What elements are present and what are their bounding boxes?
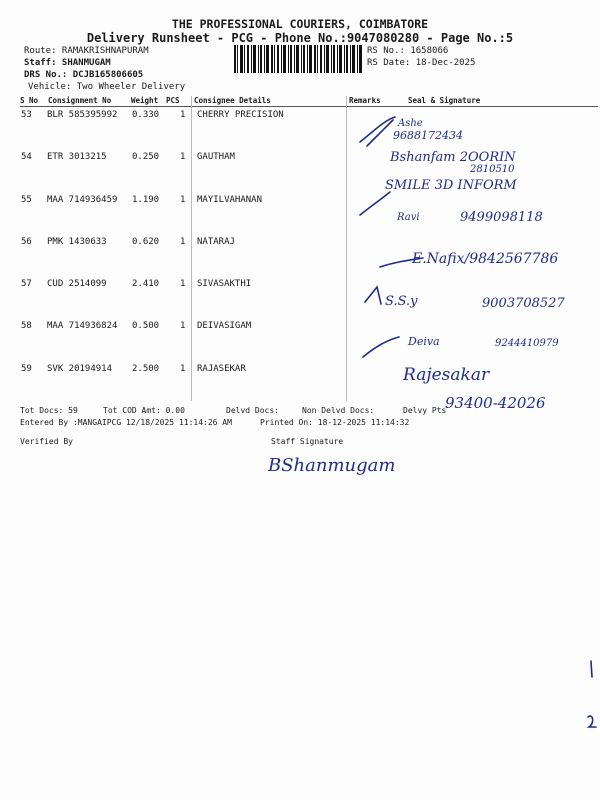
header-divider — [20, 106, 598, 107]
col-pcs-header: PCS — [166, 96, 180, 105]
delivery-points: Delvy Pts — [403, 406, 447, 415]
handwritten-phone: 9499098118 — [460, 210, 543, 225]
row-pcs: 1 — [180, 321, 186, 331]
handwritten-phone: 9688172434 — [393, 129, 463, 142]
row-weight: 0.330 — [132, 110, 160, 120]
company-title: THE PROFESSIONAL COURIERS, COIMBATORE — [171, 17, 429, 31]
handwritten-name: Rajesakar — [403, 365, 490, 385]
handwritten-note: Ravi — [397, 212, 420, 223]
handwritten-phone: E.Nafix/9842567786 — [412, 251, 559, 267]
col-weight-header: Weight — [131, 96, 159, 105]
row-sno: 57 — [21, 279, 32, 289]
handwritten-note: Ashe — [398, 118, 423, 129]
handwritten-note: S.S.y — [385, 294, 418, 309]
row-sno: 58 — [21, 321, 32, 331]
row-sno: 59 — [21, 364, 32, 374]
rs-date-label: RS Date: 18-Dec-2025 — [367, 58, 476, 68]
staff-label: Staff: SHANMUGAM — [24, 58, 111, 68]
signature-stroke-55 — [360, 192, 390, 215]
entered-by: Entered By :MANGAIPCG 12/18/2025 11:14:26 AM — [20, 418, 232, 427]
row-pcs: 1 — [180, 152, 186, 162]
col-sno-header: S No — [20, 96, 39, 105]
row-consignment: PMK 1430633 — [47, 237, 107, 247]
vehicle-label: Vehicle: Two Wheeler Delivery — [28, 82, 186, 92]
signature-stroke-53 — [360, 117, 395, 146]
row-consignee: SIVASAKTHI — [197, 279, 252, 289]
row-sno: 56 — [21, 237, 32, 247]
runsheet-subtitle: Delivery Runsheet - PCG - Phone No.:9047080280 - Page No.:5 — [86, 31, 514, 45]
row-pcs: 1 — [180, 195, 186, 205]
handwritten-note: Bshanfam 2OORIN — [390, 150, 516, 165]
handwritten-note: 2810510 — [470, 164, 515, 175]
handwritten-phone: 93400-42026 — [445, 394, 546, 412]
staff-signature-label: Staff Signature — [271, 437, 344, 446]
row-consignment: SVK 20194914 — [47, 364, 113, 374]
row-weight: 1.190 — [132, 195, 160, 205]
drs-no-label: DRS No.: DCJB165806605 — [24, 70, 144, 80]
route-label: Route: RAMAKRISHNAPURAM — [24, 46, 149, 56]
row-consignee: RAJASEKAR — [197, 364, 246, 374]
total-docs: Tot Docs: 59 — [20, 406, 78, 415]
handwritten-note: Deiva — [408, 335, 440, 348]
handwritten-phone: 9003708527 — [482, 296, 565, 311]
margin-mark — [591, 661, 592, 677]
delivered-docs: Delvd Docs: — [226, 406, 279, 415]
col-seal-header: Seal & Signature — [408, 96, 481, 105]
handwritten-phone: 9244410979 — [495, 338, 559, 349]
total-cod-amount: Tot COD Amt: 0.00 — [103, 406, 185, 415]
row-consignment: ETR 3013215 — [47, 152, 107, 162]
row-sno: 54 — [21, 152, 32, 162]
row-consignee: GAUTHAM — [197, 152, 235, 162]
row-weight: 0.250 — [132, 152, 160, 162]
col-consignee-header: Consignee Details — [194, 96, 271, 105]
row-weight: 2.410 — [132, 279, 160, 289]
row-consignee: NATARAJ — [197, 237, 235, 247]
signature-stroke-58 — [363, 337, 399, 357]
row-sno: 53 — [21, 110, 32, 120]
row-pcs: 1 — [180, 237, 186, 247]
signature-stroke-57 — [365, 287, 381, 304]
row-consignment: BLR 585395992 — [47, 110, 118, 120]
row-consignment: MAA 714936824 — [47, 321, 118, 331]
row-pcs: 1 — [180, 110, 186, 120]
col-remarks-header: Remarks — [349, 96, 381, 105]
handwritten-note: SMILE 3D INFORM — [385, 178, 517, 193]
row-consignee: DEIVASIGAM — [197, 321, 252, 331]
row-consignee: CHERRY PRECISION — [197, 110, 284, 120]
row-consignee: MAYILVAHANAN — [197, 195, 263, 205]
non-delivered-docs: Non Delvd Docs: — [302, 406, 375, 415]
staff-signature: BShanmugam — [268, 455, 396, 476]
margin-marks — [585, 655, 599, 735]
verified-by-label: Verified By — [20, 437, 73, 446]
row-pcs: 1 — [180, 279, 186, 289]
row-consignment: MAA 714936459 — [47, 195, 118, 205]
row-weight: 0.500 — [132, 321, 160, 331]
printed-on: Printed On: 18-12-2025 11:14:32 — [260, 418, 410, 427]
row-consignment: CUD 2514099 — [47, 279, 107, 289]
row-weight: 2.500 — [132, 364, 160, 374]
row-weight: 0.620 — [132, 237, 160, 247]
row-pcs: 1 — [180, 364, 186, 374]
margin-mark — [588, 716, 596, 727]
rs-no-label: RS No.: 1658066 — [367, 46, 449, 56]
col-consignment-header: Consignment No — [48, 96, 112, 105]
row-sno: 55 — [21, 195, 32, 205]
barcode — [234, 45, 362, 73]
